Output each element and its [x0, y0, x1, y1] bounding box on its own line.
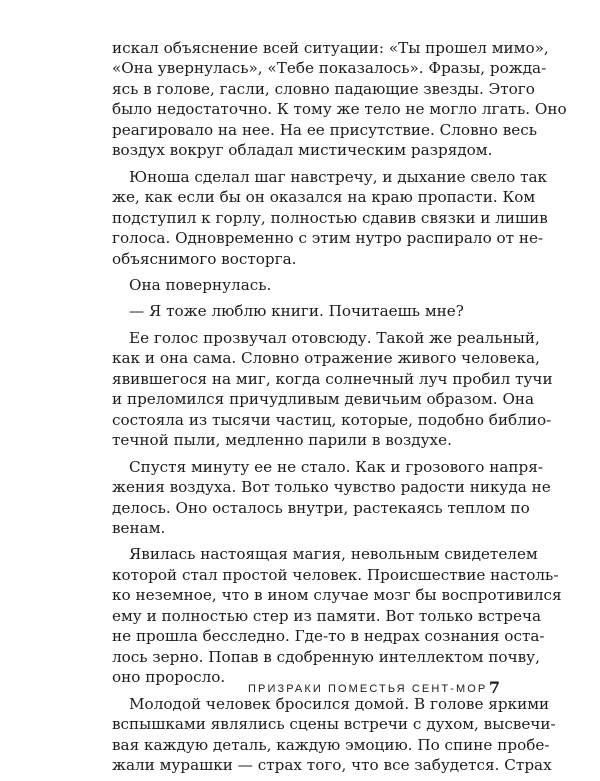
- text-line: Юноша сделал шаг навстречу, и дыхание свело так: [129, 167, 548, 186]
- text-line: вая каждую деталь, каждую эмоцию. По спине пробе-: [112, 735, 550, 754]
- text-line: состояла из тысячи частиц, которые, подобно библио-: [112, 410, 552, 429]
- text-line: лось зерно. Попав в сдобренную интеллектом почву,: [112, 647, 540, 666]
- text-line: ему и полностью стер из памяти. Вот только встреча: [112, 606, 542, 625]
- text-line: вспышками являлись сцены встречи с духом, высвечи-: [112, 715, 556, 734]
- text-line: подступил к горлу, полностью сдавив связки и лишив: [112, 208, 548, 227]
- text-line: явившегося на миг, когда солнечный луч пробил тучи: [112, 369, 553, 388]
- text-line: искал объяснение всей ситуации: «Ты прошел мимо»,: [112, 39, 549, 57]
- text-line: жения воздуха. Вот только чувство радости никуда не: [112, 478, 551, 497]
- text-line: Она повернулась.: [129, 275, 272, 294]
- paragraph: [112, 301, 500, 321]
- text-line: венам.: [112, 518, 166, 537]
- paragraph: [112, 694, 556, 776]
- text-line: и преломился причудливым девичьим образом. Она: [112, 390, 535, 409]
- text-line: было недостаточно. К тому же тело не могло лгать. Оно: [112, 100, 567, 119]
- text-line: «Она увернулась», «Тебе показалось». Фразы, рожда-: [112, 59, 547, 78]
- page-number: 7: [488, 678, 500, 697]
- text-line: делось. Оно осталось внутри, растекаясь теплом по: [112, 498, 530, 517]
- text-line: голоса. Одновременно с этим нутро распирало от не-: [112, 229, 544, 248]
- text-line: не прошла бесследно. Где-то в недрах сознания оста-: [112, 627, 545, 646]
- body-text: [112, 38, 567, 781]
- text-line: оно проросло.: [112, 668, 226, 687]
- text-line: как и она сама. Словно отражение живого человека,: [112, 349, 540, 368]
- text-line: же, как если бы он оказался на краю пропасти. Ком: [112, 188, 536, 207]
- text-line: ясь в голове, гасли, словно падающие звезды. Этого: [112, 79, 535, 98]
- text-line: Ее голос прозвучал отовсюду. Такой же реальный,: [129, 328, 540, 347]
- paragraph: [112, 457, 551, 539]
- paragraph: [112, 544, 562, 687]
- paragraph: [112, 275, 500, 295]
- paragraph: [112, 167, 548, 269]
- text-line: течной пыли, медленно парили в воздухе.: [112, 431, 452, 450]
- text-line: жали мурашки — страх того, что все забудется. Страх: [112, 755, 552, 774]
- text-line: ко неземное, что в ином случае мозг бы воспротивился: [112, 586, 562, 605]
- paragraph: [112, 38, 567, 161]
- text-line: Спустя минуту ее не стало. Как и грозового напря-: [129, 457, 543, 476]
- text-line: — Я тоже люблю книги. Почитаешь мне?: [129, 302, 464, 321]
- text-line: реагировало на нее. На ее присутствие. Словно весь: [112, 120, 538, 139]
- running-head: ПРИЗРАКИ ПОМЕСТЬЯ СЕНТ-МОР: [248, 683, 488, 695]
- text-line: объяснимого восторга.: [112, 249, 297, 268]
- paragraph: [112, 328, 553, 451]
- page-footer: [248, 678, 500, 700]
- text-line: воздух вокруг обладал мистическим разрядом.: [112, 141, 493, 160]
- text-line: Явилась настоящая магия, невольным свидетелем: [129, 545, 538, 564]
- text-line: Молодой человек бросился домой. В голове яркими: [129, 694, 550, 713]
- text-line: которой стал простой человек. Происшествие настоль-: [112, 565, 559, 584]
